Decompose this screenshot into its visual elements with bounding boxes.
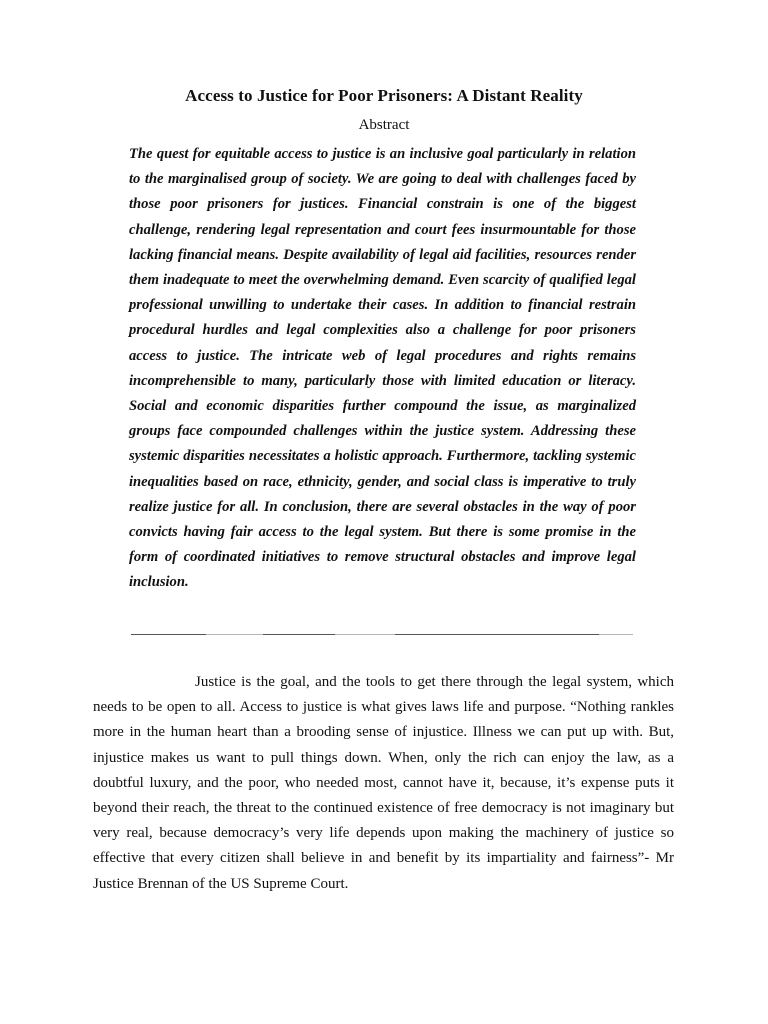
abstract-heading: Abstract (358, 117, 410, 133)
section-divider (131, 634, 633, 637)
document-title: Access to Justice for Poor Prisoners: A Distant Reality (185, 86, 583, 105)
abstract-text: The quest for equitable access to justice is an inclusive goal particularly in relation to the marginalised group of society. We are going to deal with challenges faced by those poor prisoners for justices. Financial constrain is one of the biggest challenge, rendering legal representation and court fees insurmountable for those lacking financial means. Despite availability of legal aid facilities, resources render them inadequate to meet the overwhelming demand. Even scarcity of qualified legal professional unwilling to undertake their cases. In addition to financial restrain procedural hurdles and legal complexities also a challenge for poor prisoners access to justice. The intricate web of legal procedures and rights remains incomprehensible to many, particularly those with limited education or literacy. Social and economic disparities further compound the issue, as marginalized groups face compounded challenges within the justice system. Addressing these systemic disparities necessitates a holistic approach. Furthermore, tackling systemic inequalities based on race, ethnicity, gender, and social class is imperative to truly realize justice for all. In conclusion, there are several obstacles in the way of poor convicts having fair access to the legal system. But there is some promise in the form of coordinated initiatives to remove structural obstacles and improve legal inclusion. (129, 146, 636, 591)
body-paragraph (93, 670, 674, 897)
body-paragraph-text: Justice is the goal, and the tools to get there through the legal system, which needs to be open to all. Access to justice is what gives laws life and purpose. “Nothing rankles more in the human heart than a brooding sense of injustice. Illness we can put up with. But, injustice makes us want to pull things down. When, only the rich can enjoy the law, as a doubtful luxury, and the poor, who needed most, cannot have it, because, it’s expense puts it beyond their reach, the threat to the continued existence of free democracy is not imaginary but very real, because democracy’s very life depends upon making the machinery of justice so effective that every citizen shall believe in and benefit by its impartiality and fairness”- Mr Justice Brennan of the US Supreme Court. (93, 674, 674, 892)
